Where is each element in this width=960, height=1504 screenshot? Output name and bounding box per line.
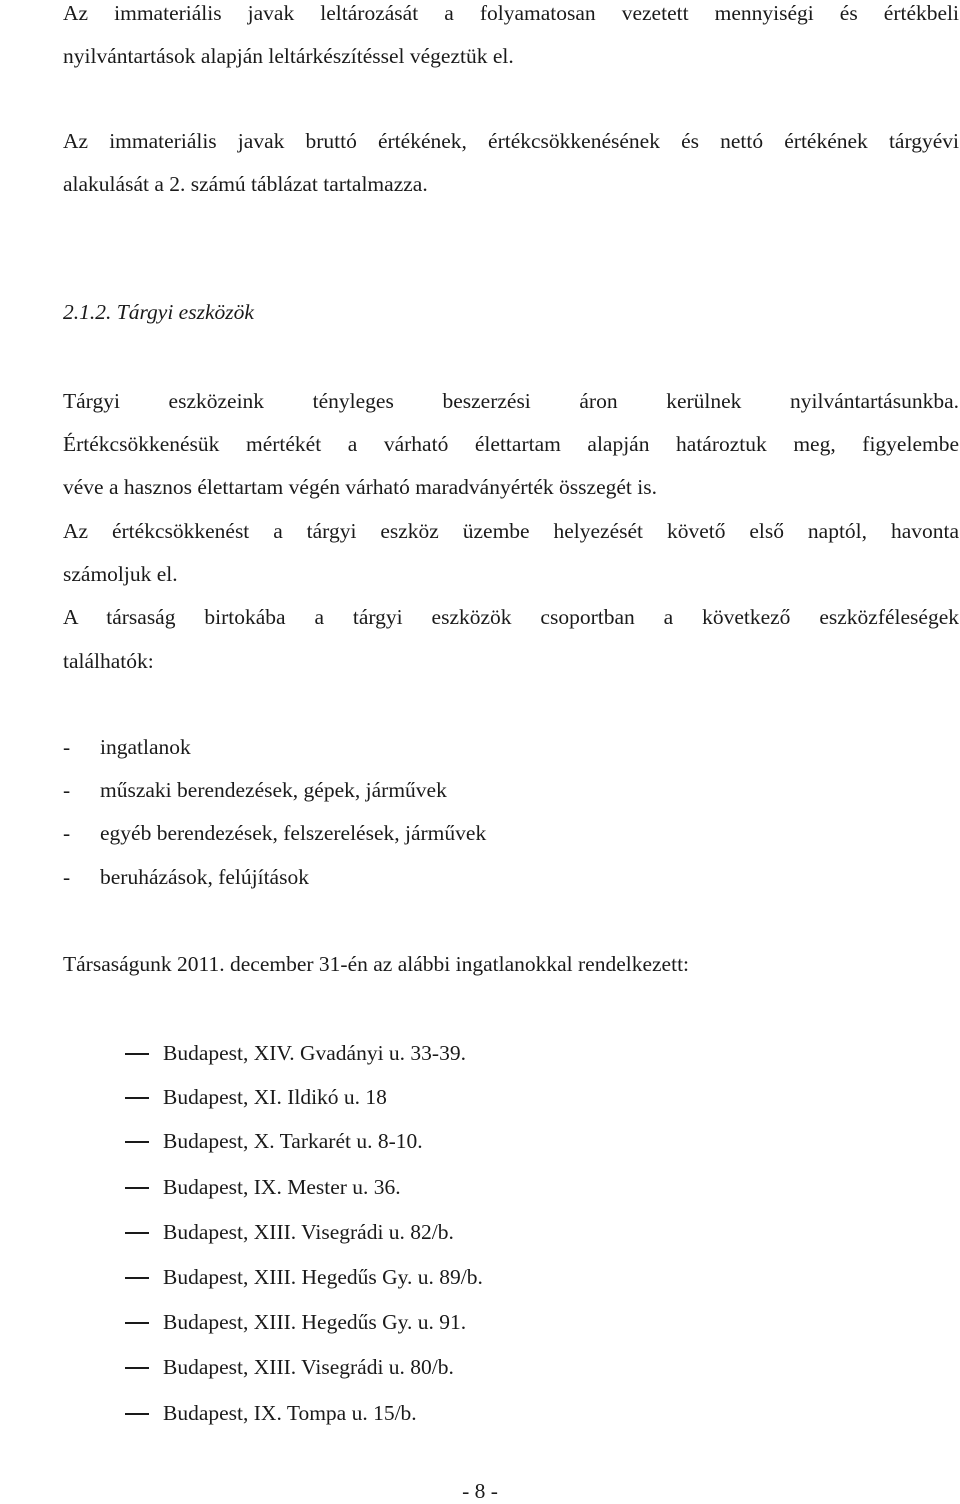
section-paragraph-3-line-1: Az értékcsökkenést a tárgyi eszköz üzembe helyezését követő első naptól, havonta (63, 519, 959, 543)
property-item (125, 1219, 825, 1245)
dash-bullet-icon (125, 1097, 149, 1099)
property-address: Budapest, XIII. Hegedűs Gy. u. 89/b. (163, 1265, 483, 1289)
dash-bullet-icon (125, 1413, 149, 1415)
dash-bullet-icon (125, 1277, 149, 1279)
dash-bullet: - (63, 778, 71, 802)
property-item (125, 1400, 825, 1426)
section-paragraph-2-line-1: Értékcsökkenésük mértékét a várható élettartam alapján határoztuk meg, figyelembe (63, 432, 959, 456)
page-number: - 8 - (462, 1479, 498, 1503)
list-item-text: beruházások, felújítások (100, 865, 309, 889)
list-item-text: egyéb berendezések, felszerelések, járművek (100, 821, 487, 845)
dash-bullet-icon (125, 1187, 149, 1189)
dash-bullet-icon (125, 1367, 149, 1369)
list-item-text: ingatlanok (100, 735, 191, 759)
intro-paragraph-1-line-2: nyilvántartások alapján leltárkészítéssel végeztük el. (63, 44, 514, 68)
property-address: Budapest, XIII. Visegrádi u. 82/b. (163, 1220, 454, 1244)
dash-bullet-icon (125, 1141, 149, 1143)
section-paragraph-2-line-2: véve a hasznos élettartam végén várható maradványérték összegét is. (63, 475, 657, 499)
property-item (125, 1128, 825, 1154)
property-address: Budapest, XIII. Visegrádi u. 80/b. (163, 1355, 454, 1379)
dash-bullet-icon (125, 1053, 149, 1055)
dash-bullet-icon (125, 1232, 149, 1234)
property-address: Budapest, X. Tarkarét u. 8-10. (163, 1129, 423, 1153)
section-paragraph-4-line-1: A társaság birtokába a tárgyi eszközök csoportban a következő eszközféleségek (63, 605, 959, 629)
intro-paragraph-2-line-1: Az immateriális javak bruttó értékének, értékcsökkenésének és nettó értékének tárgyévi (63, 129, 959, 153)
property-item (125, 1084, 825, 1110)
properties-intro: Társaságunk 2011. december 31-én az alábbi ingatlanokkal rendelkezett: (63, 952, 690, 976)
property-item (125, 1354, 825, 1380)
property-address: Budapest, IX. Tompa u. 15/b. (163, 1401, 417, 1425)
dash-bullet: - (63, 821, 71, 845)
list-item-text: műszaki berendezések, gépek, járművek (100, 778, 447, 802)
property-item (125, 1174, 825, 1200)
intro-paragraph-1-line-1: Az immateriális javak leltározását a folyamatosan vezetett mennyiségi és értékbeli (63, 1, 959, 25)
property-address: Budapest, XIV. Gvadányi u. 33-39. (163, 1041, 466, 1065)
section-heading: 2.1.2. Tárgyi eszközök (63, 300, 254, 324)
property-item (125, 1040, 825, 1066)
property-address: Budapest, IX. Mester u. 36. (163, 1175, 401, 1199)
dash-bullet: - (63, 735, 71, 759)
section-paragraph-4-line-2: találhatók: (63, 649, 154, 673)
dash-bullet-icon (125, 1322, 149, 1324)
intro-paragraph-2-line-2: alakulását a 2. számú táblázat tartalmazza. (63, 172, 428, 196)
section-paragraph-1: Tárgyi eszközeink tényleges beszerzési áron kerülnek nyilvántartásunkba. (63, 389, 959, 413)
property-item (125, 1264, 825, 1290)
property-address: Budapest, XI. Ildikó u. 18 (163, 1085, 387, 1109)
property-item (125, 1309, 825, 1335)
dash-bullet: - (63, 865, 71, 889)
section-paragraph-3-line-2: számoljuk el. (63, 562, 178, 586)
property-address: Budapest, XIII. Hegedűs Gy. u. 91. (163, 1310, 467, 1334)
